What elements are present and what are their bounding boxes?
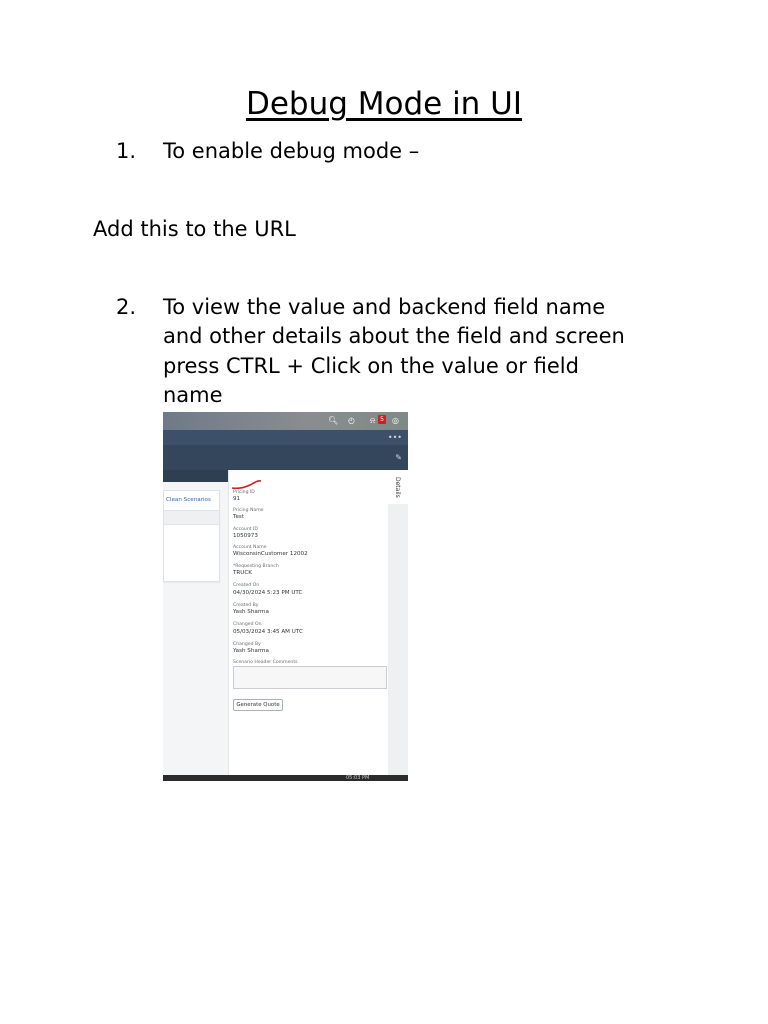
field-label: *Requesting Branch [233,564,279,569]
field-value: Test [233,514,245,520]
search-icon: 🔍︎ [328,416,339,425]
field-value: 04/30/2024 5:23 PM UTC [233,590,303,596]
field-value: 91 [233,496,241,502]
details-tab [388,470,408,504]
left-panel [163,482,228,781]
tile-divider [164,510,219,525]
field-value: TRUCK [233,570,252,576]
step-2-line: press CTRL + Click on the value or field [163,353,579,378]
url-note: Add this to the URL [93,217,296,241]
step-2-number: 2. [116,295,137,319]
details-tab-label: Details [394,477,401,498]
field-value: Yash Sharma [233,648,269,654]
field-value: Yash Sharma [233,609,269,615]
details-form [228,470,389,775]
field-label: Created On [233,583,260,588]
taskbar-time: 05:03 PM [346,775,370,781]
left-header-strip [163,470,228,482]
field-label: Created By [233,603,259,608]
comments-textarea [233,666,387,689]
scenario-tile [163,490,220,582]
field-label: Pricing Name [233,508,264,513]
field-label: Changed By [233,642,261,647]
red-annotation-mark [230,478,262,490]
bell-icon: ⍾ [370,416,376,425]
field-value: 05/03/2024 3:45 AM UTC [233,629,303,635]
object-subheader [163,445,408,470]
step-2-text [163,293,723,410]
page-title: Debug Mode in UI [245,86,523,122]
embedded-screenshot [163,412,408,781]
field-label: Pricing ID [233,490,255,495]
history-icon: ◴ [348,416,355,425]
generate-quote-button: Generate Quote [233,699,283,711]
overflow-icon: ••• [387,433,402,442]
notification-badge: 5 [378,415,386,424]
shell-bar [163,412,408,430]
clean-scenarios-link: Clean Scenarios [166,497,211,503]
field-label: Changed On [233,622,262,627]
field-label: Account ID [233,527,258,532]
step-2-line: and other details about the field and screen [163,324,625,349]
side-tabs [388,470,408,775]
step-1-text: To enable debug mode – [163,139,420,163]
object-header [163,430,408,445]
field-value: 1050973 [233,533,258,539]
edit-icon: ✎ [395,453,402,462]
taskbar [163,775,408,781]
step-2-line: name [163,382,223,407]
field-value: WisconsinCustomer 12002 [233,551,308,557]
step-2-line: To view the value and backend field name [163,295,606,319]
field-label: Account Name [233,545,267,550]
user-icon: ◎ [392,416,399,425]
step-1-number: 1. [116,139,137,163]
comments-label: Scenario Header Comments [233,660,298,665]
